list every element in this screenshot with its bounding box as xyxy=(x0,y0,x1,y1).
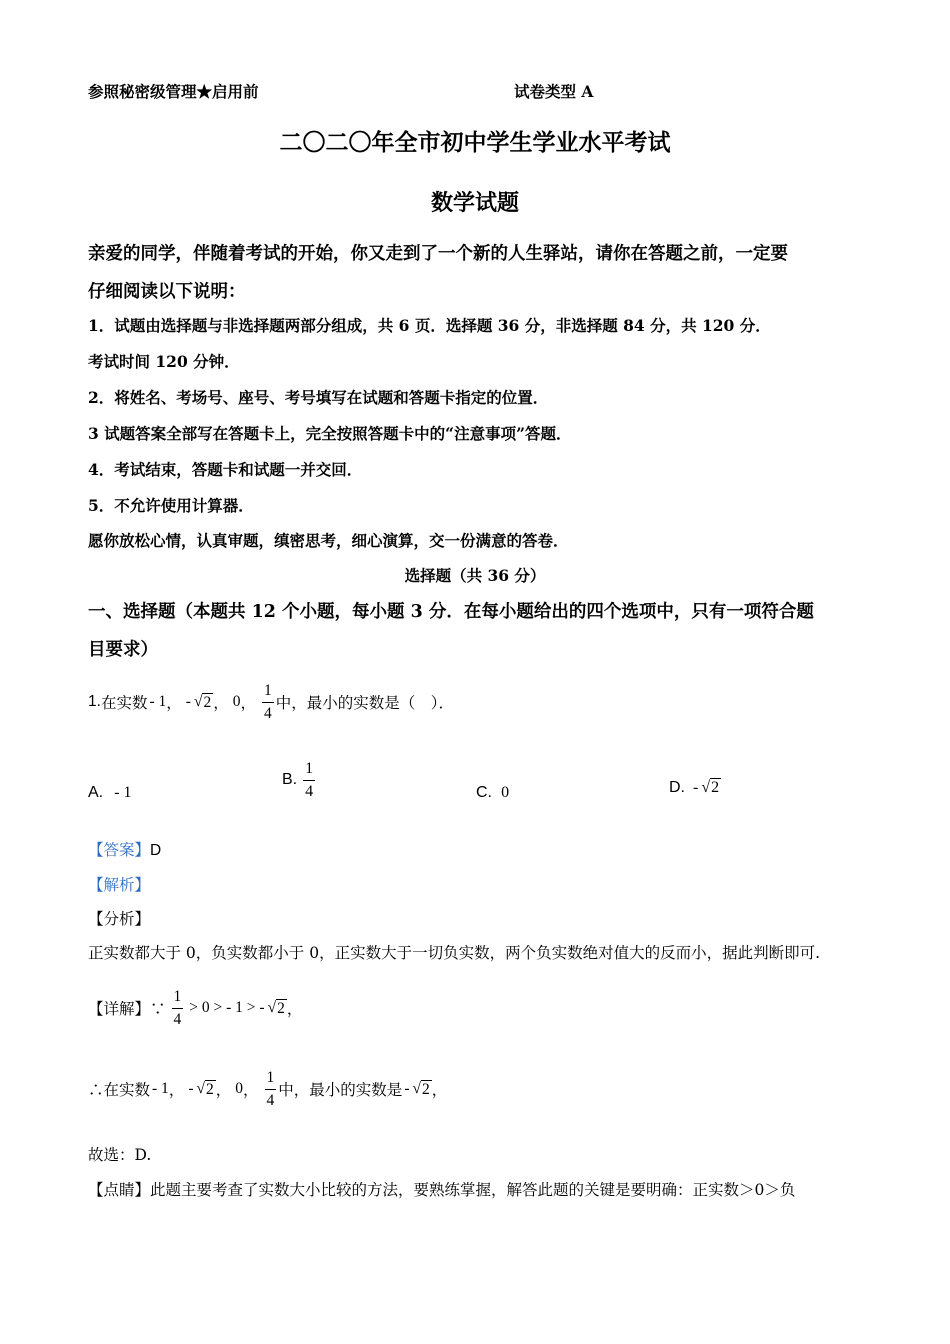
page-title: 二〇二〇年全市初中学生学业水平考试 xyxy=(279,129,671,156)
detail-inequality: > 0 > - 1 > - xyxy=(189,999,265,1016)
question-stem-a: 在实数 xyxy=(100,694,148,712)
wish-line: 愿你放松心情，认真审题，缜密思考，细心演算，交一份满意的答卷． xyxy=(88,531,569,550)
sqrt-radicand: 2 xyxy=(711,779,720,796)
answer-value: D xyxy=(150,842,162,859)
option-c-value: 0 xyxy=(501,784,510,801)
section-heading-b: 目要求） xyxy=(88,640,158,660)
option-a[interactable] xyxy=(88,782,132,802)
question-stem-b: 中，最小的实数是（ ）． xyxy=(275,694,454,712)
value-zero: 0 xyxy=(232,693,241,710)
fraction-denominator: 4 xyxy=(263,704,272,722)
value-neg-one: - 1 xyxy=(149,693,167,710)
sqrt-radicand: 2 xyxy=(206,1080,214,1098)
answer-tag: 【答案】 xyxy=(88,841,151,859)
value-neg-one: - 1 xyxy=(152,1080,169,1097)
sqrt-sign-icon: √ xyxy=(701,778,711,796)
fraction-numerator: 1 xyxy=(262,683,274,703)
instruction-1a: 1．试题由选择题与非选择题两部分组成，共 6 页．选择题 36 分，非选择题 84 分，共 120 分． xyxy=(88,316,771,335)
instruction-5: 5．不允许使用计算器． xyxy=(88,496,254,515)
sqrt-sign-icon: √ xyxy=(267,999,277,1017)
option-b-fraction xyxy=(303,761,315,800)
sqrt-radicand: 2 xyxy=(277,999,285,1017)
detail-fraction xyxy=(172,989,184,1027)
question-1 xyxy=(88,672,454,732)
section-title: 选择题（共 36 分） xyxy=(404,566,546,585)
instruction-4: 4．考试结束，答题卡和试题一并交回． xyxy=(88,460,363,479)
comment-line: 【点睛】此题主要考查了实数大小比较的方法，要熟练掌握，解答此题的关键是要明确：正实数＞0＞负 xyxy=(88,1181,796,1199)
answer-line xyxy=(88,838,161,860)
separator: ， xyxy=(240,694,256,712)
option-d-label: D. xyxy=(669,778,685,796)
separator: ， xyxy=(431,1081,448,1099)
sqrt-two xyxy=(194,693,213,711)
therefore-line xyxy=(88,1058,447,1120)
separator: ， xyxy=(166,694,182,712)
neg-sign: - xyxy=(404,1080,410,1097)
value-zero: 0 xyxy=(235,1080,244,1097)
neg-sign: - xyxy=(188,1080,194,1097)
detail-tag: 【详解】∵ xyxy=(88,1000,166,1018)
confidential-label: 参照秘密级管理★启用前 xyxy=(88,82,259,101)
question-number: 1. xyxy=(88,693,101,710)
instruction-2: 2．将姓名、考场号、座号、考号填写在试题和答题卡指定的位置． xyxy=(88,388,549,407)
sqrt-two xyxy=(412,1080,431,1098)
fraction-denominator: 4 xyxy=(266,1091,275,1109)
choose-line: 故选：D. xyxy=(88,1146,152,1164)
option-b-label: B. xyxy=(282,771,298,788)
therefore-text: ∴在实数 xyxy=(88,1081,151,1099)
option-c-label: C. xyxy=(476,784,492,801)
option-d[interactable] xyxy=(669,778,721,797)
instruction-1b: 考试时间 120 分钟． xyxy=(88,352,240,371)
sqrt-sign-icon: √ xyxy=(193,693,203,711)
intro-line-1: 亲爱的同学，伴随着考试的开始，你又走到了一个新的人生驿站，请你在答题之前，一定要 xyxy=(88,244,788,264)
fraction-denominator: 4 xyxy=(305,782,314,800)
separator: ， xyxy=(215,1081,232,1099)
sqrt-sign-icon: √ xyxy=(196,1080,206,1098)
option-c[interactable] xyxy=(476,782,509,802)
option-a-value: - 1 xyxy=(114,784,132,801)
fenxi-text: 正实数都大于 0，负实数都小于 0，正实数大于一切负实数，两个负实数绝对值大的反而小，据此判断即可. xyxy=(88,944,821,962)
option-d-neg: - xyxy=(693,778,699,796)
sqrt-radicand: 2 xyxy=(422,1080,430,1098)
sqrt-sign-icon: √ xyxy=(412,1080,421,1098)
separator: ， xyxy=(286,1000,303,1018)
sqrt-radicand: 2 xyxy=(203,693,212,711)
therefore-fraction xyxy=(265,1070,277,1108)
detail-sqrt xyxy=(268,999,287,1017)
option-a-label: A. xyxy=(88,784,104,801)
fraction-denominator: 4 xyxy=(173,1010,182,1028)
option-d-sqrt xyxy=(701,778,721,797)
fenxi-tag: 【分析】 xyxy=(88,910,151,928)
section-heading-a: 一、选择题（本题共 12 个小题，每小题 3 分．在每小题给出的四个选项中，只有一项符合题 xyxy=(88,602,814,622)
separator: ， xyxy=(168,1081,185,1099)
conclusion-text: 中，最小的实数是 xyxy=(278,1081,403,1099)
instruction-3: 3 试题答案全部写在答题卡上，完全按照答题卡中的“注意事项”答题． xyxy=(88,424,572,443)
option-b[interactable] xyxy=(282,755,317,805)
intro-line-2: 仔细阅读以下说明： xyxy=(88,282,246,302)
detail-line xyxy=(88,982,302,1034)
page-subtitle: 数学试题 xyxy=(430,190,519,216)
separator: ， xyxy=(213,694,229,712)
separator: ， xyxy=(243,1081,259,1099)
fraction-one-quarter xyxy=(262,683,274,721)
neg-sign: - xyxy=(185,693,191,710)
fraction-numerator: 1 xyxy=(265,1070,277,1090)
fraction-numerator: 1 xyxy=(303,761,315,781)
analysis-tag: 【解析】 xyxy=(88,876,151,894)
sqrt-two xyxy=(197,1080,216,1098)
exam-type-label: 试卷类型 A xyxy=(514,82,594,101)
fraction-numerator: 1 xyxy=(172,989,184,1009)
